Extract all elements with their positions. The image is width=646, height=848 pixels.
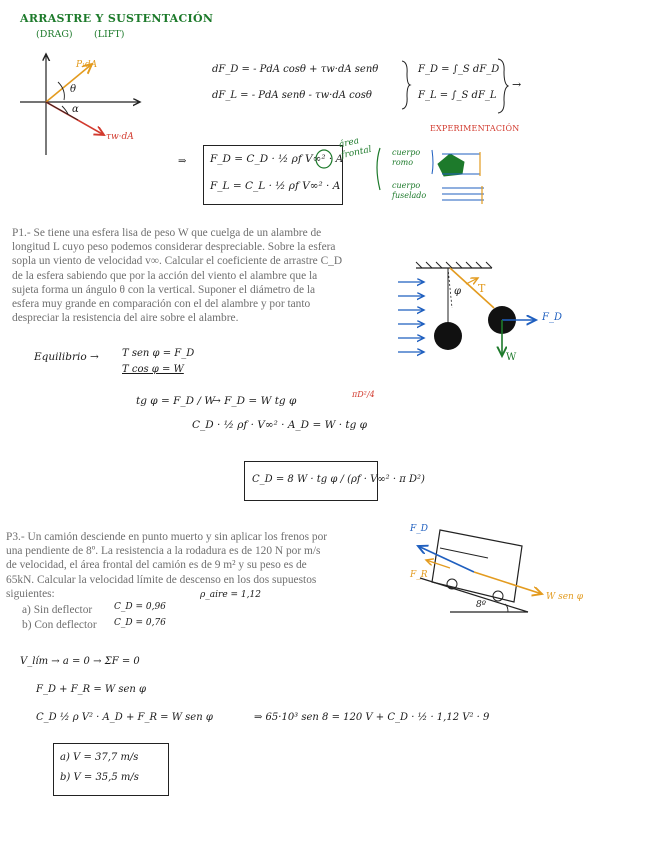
truck-incline-diagram [410,520,610,620]
area-circle-mark [314,150,334,170]
drag-force-label: F_D [542,312,562,323]
p3-statement [6,530,368,601]
truck-rolling-label: F_R [410,570,428,580]
p1-eq3: tg φ = F_D / W [136,395,216,407]
FL-integral: F_L = ∫_S dF_L [418,90,497,101]
answer-b: b) V = 35,5 m/s [60,772,139,783]
tension-label: T [478,282,486,295]
alpha-label: α [72,104,79,115]
rho-value: ρ_aire = 1,12 [200,590,261,600]
p3-eq2: C_D ½ ρ V² · A_D + F_R = W sen φ [36,712,213,723]
area-frontal-note: área frontal [338,136,373,161]
p1-line: de la esfera sabiendo que por la acción del viento el alambre que la [12,269,318,282]
p1-eq1: T sen φ = F_D [122,348,195,359]
truck-weight-label: W sen φ [546,592,584,602]
p1-line: despreciar la resistencia del aire sobre el alambre. [12,312,239,325]
p3-vlim: V_lím → a = 0 → ΣF = 0 [20,656,140,667]
p3-line: una pendiente de 8º. La resistencia a la rodadura es de 120 N por m/s [6,545,321,558]
p1-line: sujeta forma un ángulo θ con la vertical. Suponer el diámetro de la [12,283,316,296]
p1-statement [12,226,368,325]
equilibrio-label: Equilibrio → [34,351,99,363]
p3-line: P3.- Un camión desciende en punto muerto y sin aplicar los frenos por [6,531,328,543]
p3-answer-box [53,743,169,796]
implies-arrow: → [512,78,522,91]
force-axes-diagram [20,50,200,160]
pendulum-sphere-diagram [396,256,596,376]
answer-a: a) V = 37,7 m/s [60,752,139,763]
case-b: b) Con deflector [22,619,97,631]
p1-line: esfera muy grande en comparación con el del alambre y por tanto [12,298,311,311]
incline-angle-label: 8º [476,600,486,610]
p1-eq5: C_D · ½ ρf · V∞² · A_D = W · tg φ [192,419,368,431]
brace-left [401,60,411,110]
brace-right [497,58,509,114]
dFL-equation: dF_L = - PdA senθ - τw·dA cosθ [212,90,372,101]
p3-line: siguientes: [6,587,55,600]
cd-b-value: C_D = 0,76 [114,618,166,628]
lift-label: (LIFT) [94,29,125,40]
theta-label: θ [70,84,77,95]
p1-eq4: → F_D = W tg φ [212,395,297,407]
pda-label: P·dA [76,60,98,70]
dFD-equation: dF_D = - PdA cosθ + τw·dA senθ [212,64,379,75]
FD-formula: F_D = C_D · ½ ρf V∞² · A [210,153,344,165]
tau-label: τw·dA [106,132,134,142]
FD-integral: F_D = ∫_S dF_D [418,64,500,75]
area-expression: πD²/4 [352,390,375,399]
p1-result-formula: C_D = 8 W · tg φ / (ρf · V∞² · π D²) [252,474,425,485]
p1-line: sopla un viento de velocidad v∞. Calcular el coeficiente de arrastre C_D [12,255,343,268]
FL-formula: F_L = C_L · ½ ρf V∞² · A [210,180,341,192]
romo-label: cuerpo romo [392,148,421,167]
phi-label: φ [454,286,462,297]
truck-drag-label: F_D [410,524,428,534]
p3-line: de velocidad, el área frontal del camión es de 9 m² y su peso es de [6,559,307,572]
section-title: ARRASTRE Y SUSTENTACIÓN [20,12,214,25]
case-a: a) Sin deflector [22,604,93,616]
p3-line: 65kN. Calcular la velocidad límite de descenso en los dos supuestos [6,573,317,586]
p1-line: P1.- Se tiene una esfera lisa de peso W que cuelga de un alambre de [12,227,322,239]
p3-eq3: ⇒ 65·10³ sen 8 = 120 V + C_D · ½ · 1,12 V² · 9 [254,712,490,723]
p3-eq1: F_D + F_R = W sen φ [36,684,147,695]
cd-a-value: C_D = 0,96 [114,602,166,612]
weight-label: W [506,352,517,363]
p1-line: longitud L cuyo peso podemos considerar despreciable. Sobre la esfera [12,241,336,254]
p1-eq2: T cos φ = W [122,364,184,375]
experimentacion-label: EXPERIMENTACIÓN [430,124,520,133]
drag-label: (DRAG) [36,29,73,40]
body-shapes-diagram [372,140,492,210]
fuselado-label: cuerpo fuselado [392,181,427,200]
implies-arrow-2: ⇒ [178,156,187,167]
